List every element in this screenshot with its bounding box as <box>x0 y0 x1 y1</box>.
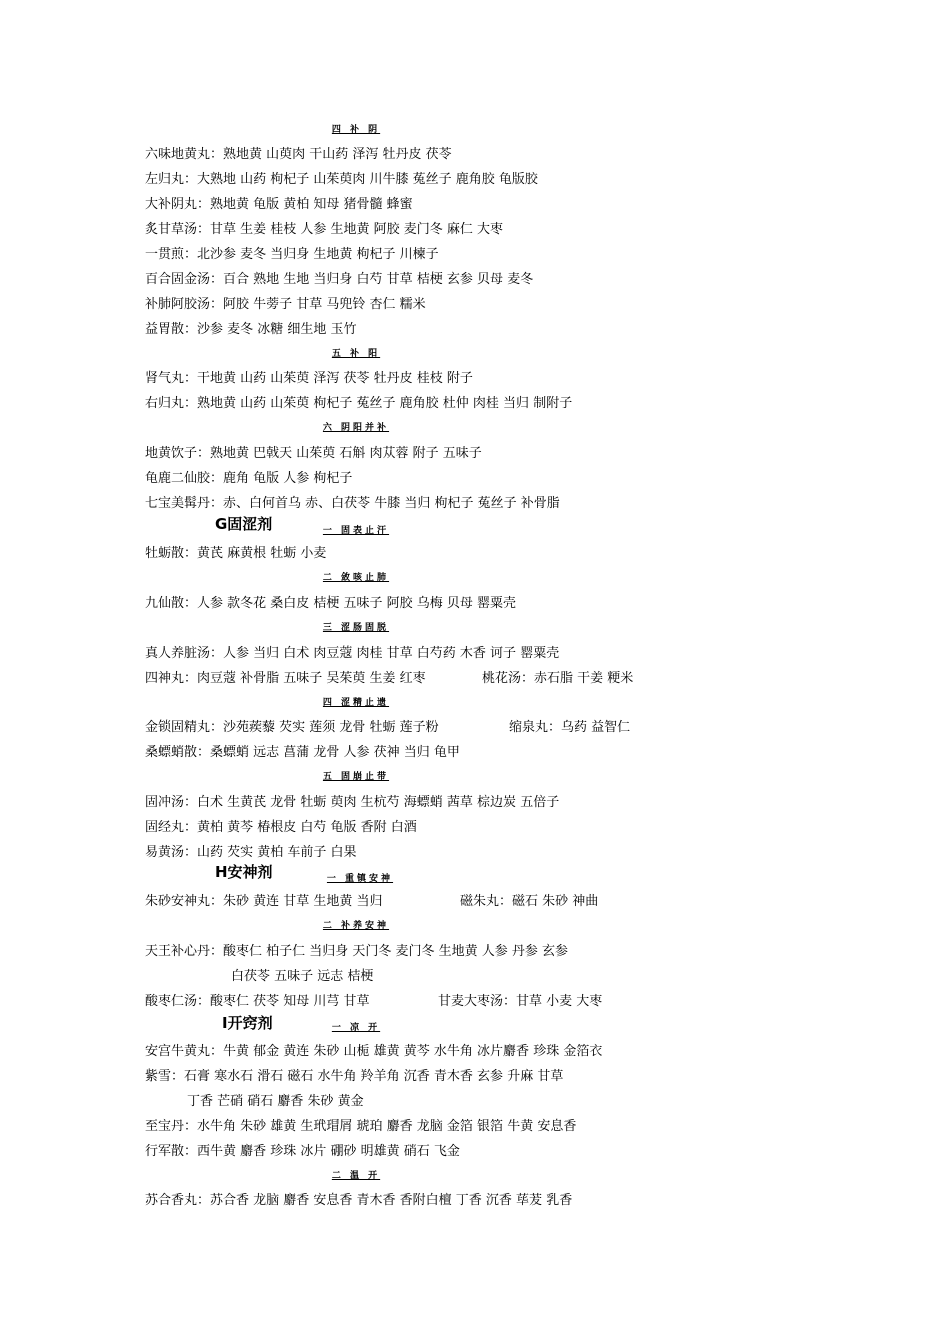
section-heading-bu-yang: 五 补 阳 <box>331 349 381 359</box>
formula-line: 补肺阿胶汤：阿胶 牛蒡子 甘草 马兜铃 杏仁 糯米 <box>145 297 426 312</box>
formula-line: 天王补心丹：酸枣仁 柏子仁 当归身 天门冬 麦门冬 生地黄 人参 丹参 玄参 <box>145 944 569 959</box>
formula-line: 行军散：西牛黄 麝香 珍珠 冰片 硼砂 明雄黄 硝石 飞金 <box>145 1144 460 1159</box>
formula-text: 磁朱丸：磁石 朱砂 神曲 <box>460 894 599 909</box>
formula-line: 地黄饮子：熟地黄 巴戟天 山茱萸 石斛 肉苁蓉 附子 五味子 <box>145 446 482 461</box>
formula-line: 一贯煎：北沙参 麦冬 当归身 生地黄 枸杞子 川楝子 <box>145 247 439 262</box>
section-heading-bu-yin: 四 补 阴 <box>331 125 381 135</box>
formula-line: 九仙散：人参 款冬花 桑白皮 桔梗 五味子 阿胶 乌梅 贝母 罂粟壳 <box>145 596 517 611</box>
section-heading-wen-kai: 二 温 开 <box>331 1171 381 1181</box>
formula-line: 炙甘草汤：甘草 生姜 桂枝 人参 生地黄 阿胶 麦门冬 麻仁 大枣 <box>145 222 504 237</box>
formula-text: 桃花汤：赤石脂 干姜 粳米 <box>482 671 634 686</box>
formula-line <box>145 670 634 688</box>
formula-line: 益胃散：沙参 麦冬 冰糖 细生地 玉竹 <box>145 322 357 337</box>
formula-line: 固经丸：黄柏 黄芩 椿根皮 白芍 龟版 香附 白酒 <box>145 820 417 835</box>
section-heading-lian-fei: 二 敛咳止肺 <box>322 573 390 583</box>
formula-line: 至宝丹：水牛角 朱砂 雄黄 生玳瑁屑 琥珀 麝香 龙脑 金箔 银箔 牛黄 安息香 <box>145 1119 577 1134</box>
formula-line: 牡蛎散：黄芪 麻黄根 牡蛎 小麦 <box>145 546 327 561</box>
formula-text: 甘麦大枣汤：甘草 小麦 大枣 <box>438 994 603 1009</box>
formula-line <box>145 993 603 1011</box>
section-heading-gu-beng: 五 固崩止带 <box>322 772 390 782</box>
formula-line: 紫雪：石膏 寒水石 滑石 磁石 水牛角 羚羊角 沉香 青木香 玄参 升麻 甘草 <box>145 1069 564 1084</box>
section-heading-yin-yang: 六 阴阳并补 <box>322 423 390 433</box>
formula-line: 真人养脏汤：人参 当归 白术 肉豆蔻 肉桂 甘草 白芍药 木香 诃子 罂粟壳 <box>145 646 560 661</box>
formula-text: 朱砂安神丸：朱砂 黄连 甘草 生地黄 当归 <box>145 894 383 909</box>
formula-line <box>145 893 599 911</box>
section-heading-se-chang: 三 涩肠固脱 <box>322 623 390 633</box>
section-heading-bu-yang-an-shen: 二 补养安神 <box>322 921 390 931</box>
formula-line: 白茯苓 五味子 远志 桔梗 <box>231 969 374 984</box>
formula-line: 七宝美髯丹：赤、白何首乌 赤、白茯苓 牛膝 当归 枸杞子 菟丝子 补骨脂 <box>145 496 560 511</box>
formula-text: 酸枣仁汤：酸枣仁 茯苓 知母 川芎 甘草 <box>145 994 370 1009</box>
formula-line <box>145 719 631 737</box>
category-heading-gu-se: G固涩剂 <box>215 515 273 533</box>
formula-line: 龟鹿二仙胶：鹿角 龟版 人参 枸杞子 <box>145 471 353 486</box>
formula-line: 右归丸：熟地黄 山药 山茱萸 枸杞子 菟丝子 鹿角胶 杜仲 肉桂 当归 制附子 <box>145 396 573 411</box>
formula-line: 安宫牛黄丸：牛黄 郁金 黄连 朱砂 山栀 雄黄 黄芩 水牛角 冰片麝香 珍珠 金箔衣 <box>145 1044 603 1059</box>
formula-line: 易黄汤：山药 芡实 黄柏 车前子 白果 <box>145 845 357 860</box>
formula-line: 大补阴丸：熟地黄 龟版 黄柏 知母 猪骨髓 蜂蜜 <box>145 197 413 212</box>
category-heading-kai-qiao: I开窍剂 <box>222 1014 273 1032</box>
formula-text: 四神丸：肉豆蔻 补骨脂 五味子 吴茱萸 生姜 红枣 <box>145 671 426 686</box>
section-heading-se-jing: 四 涩精止遗 <box>322 698 390 708</box>
formula-line: 百合固金汤：百合 熟地 生地 当归身 白芍 甘草 桔梗 玄参 贝母 麦冬 <box>145 272 534 287</box>
formula-text: 金锁固精丸：沙苑蒺藜 芡实 莲须 龙骨 牡蛎 莲子粉 <box>145 720 439 735</box>
section-heading-gu-biao: 一 固表止汗 <box>322 526 390 536</box>
formula-line: 桑螵蛸散：桑螵蛸 远志 菖蒲 龙骨 人参 茯神 当归 龟甲 <box>145 745 460 760</box>
formula-text: 缩泉丸：乌药 益智仁 <box>509 720 631 735</box>
category-heading-an-shen: H安神剂 <box>215 863 273 881</box>
formula-line: 丁香 芒硝 硝石 麝香 朱砂 黄金 <box>187 1094 364 1109</box>
formula-line: 六味地黄丸：熟地黄 山萸肉 干山药 泽泻 牡丹皮 茯苓 <box>145 147 452 162</box>
formula-line: 左归丸：大熟地 山药 枸杞子 山茱萸肉 川牛膝 菟丝子 鹿角胶 龟版胶 <box>145 172 538 187</box>
section-heading-liang-kai: 一 凉 开 <box>331 1023 381 1033</box>
formula-line: 苏合香丸：苏合香 龙脑 麝香 安息香 青木香 香附白檀 丁香 沉香 荜茇 乳香 <box>145 1193 573 1208</box>
formula-line: 肾气丸：干地黄 山药 山茱萸 泽泻 茯苓 牡丹皮 桂枝 附子 <box>145 371 473 386</box>
section-heading-zhong-zhen: 一 重镇安神 <box>326 874 394 884</box>
formula-line: 固冲汤：白术 生黄芪 龙骨 牡蛎 萸肉 生杭芍 海螵蛸 茜草 棕边炭 五倍子 <box>145 795 560 810</box>
